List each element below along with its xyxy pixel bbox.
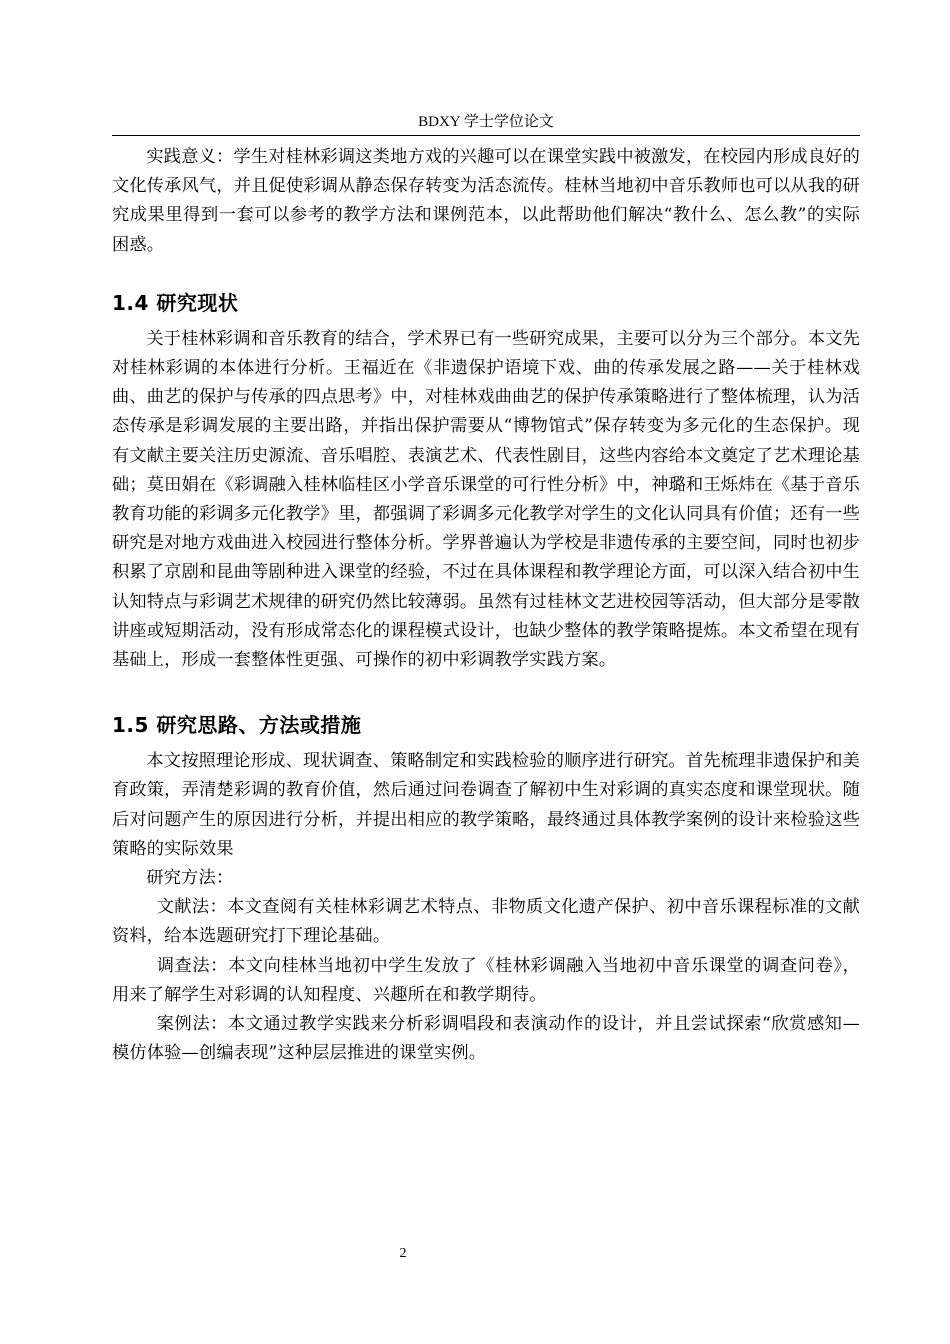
- section-heading-research-status: 1.4 研究现状: [112, 290, 239, 315]
- page-body: [112, 143, 860, 1068]
- research-approach-paragraph: 本文按照理论形成、现状调查、策略制定和实践检验的顺序进行研究。首先梳理非遗保护和美育政策，弄清楚彩调的教育价值，然后通过问卷调查了解初中生对彩调的真实态度和课堂现状。随后对问题产生的原因进行分析，并提出相应的教学策略，最终通过具体教学案例的设计来检验这些策略的实际效果: [112, 751, 860, 859]
- method-literature-paragraph: 文献法：本文查阅有关桂林彩调艺术特点、非物质文化遗产保护、初中音乐课程标准的文献资料，给本选题研究打下理论基础。: [112, 897, 860, 947]
- header-divider: [112, 135, 860, 136]
- research-methods-label: 研究方法：: [146, 868, 234, 889]
- method-case-paragraph: 案例法：本文通过教学实践来分析彩调唱段和表演动作的设计，并且尝试探索“欣赏感知—模仿体验—创编表现”这种层层推进的课堂实例。: [112, 1014, 860, 1064]
- running-header: BDXY 学士学位论文: [418, 114, 554, 130]
- method-survey-paragraph: 调查法：本文向桂林当地初中学生发放了《桂林彩调融入当地初中音乐课堂的调查问卷》，用来了解学生对彩调的认知程度、兴趣所在和教学期待。: [112, 955, 860, 1005]
- research-status-paragraph: 关于桂林彩调和音乐教育的结合，学术界已有一些研究成果，主要可以分为三个部分。本文先对桂林彩调的本体进行分析。王福近在《非遗保护语境下戏、曲的传承发展之路——关于桂林戏曲、曲艺的保护与传承的四点思考》中，对桂林戏曲曲艺的保护传承策略进行了整体梳理，认为活态传承是彩调发展的主要出路，并指出保护需要从“博物馆式”保存转变为多元化的生态保护。现有文献主要关注历史源流、音乐唱腔、表演艺术、代表性剧目，这些内容给本文奠定了艺术理论基础；莫田娟在《彩调融入桂林临桂区小学音乐课堂的可行性分析》中，神璐和王烁炜在《基于音乐教育功能的彩调多元化教学》里，都强调了彩调多元化教学对学生的文化认同具有价值；还有一些研究是对地方戏曲进入校园进行整体分析。学界普遍认为学校是非遗传承的主要空间，同时也初步积累了京剧和昆曲等剧种进入课堂的经验，不过在具体课程和教学理论方面，可以深入结合初中生认知特点与彩调艺术规律的研究仍然比较薄弱。虽然有过桂林文艺进校园等活动，但大部分是零散讲座或短期活动，没有形成常态化的课程模式设计，也缺少整体的教学策略提炼。本文希望在现有基础上，形成一套整体性更强、可操作的初中彩调教学实践方案。: [112, 328, 860, 671]
- practice-significance-paragraph: 实践意义：学生对桂林彩调这类地方戏的兴趣可以在课堂实践中被激发，在校园内形成良好的文化传承风气，并且促使彩调从静态保存转变为活态流传。桂林当地初中音乐教师也可以从我的研究成果里得到一套可以参考的教学方法和课例范本，以此帮助他们解决“教什么、怎么教”的实际困惑。: [112, 147, 860, 255]
- section-heading-research-approach: 1.5 研究思路、方法或措施: [112, 713, 362, 738]
- page-number: 2: [399, 1246, 407, 1261]
